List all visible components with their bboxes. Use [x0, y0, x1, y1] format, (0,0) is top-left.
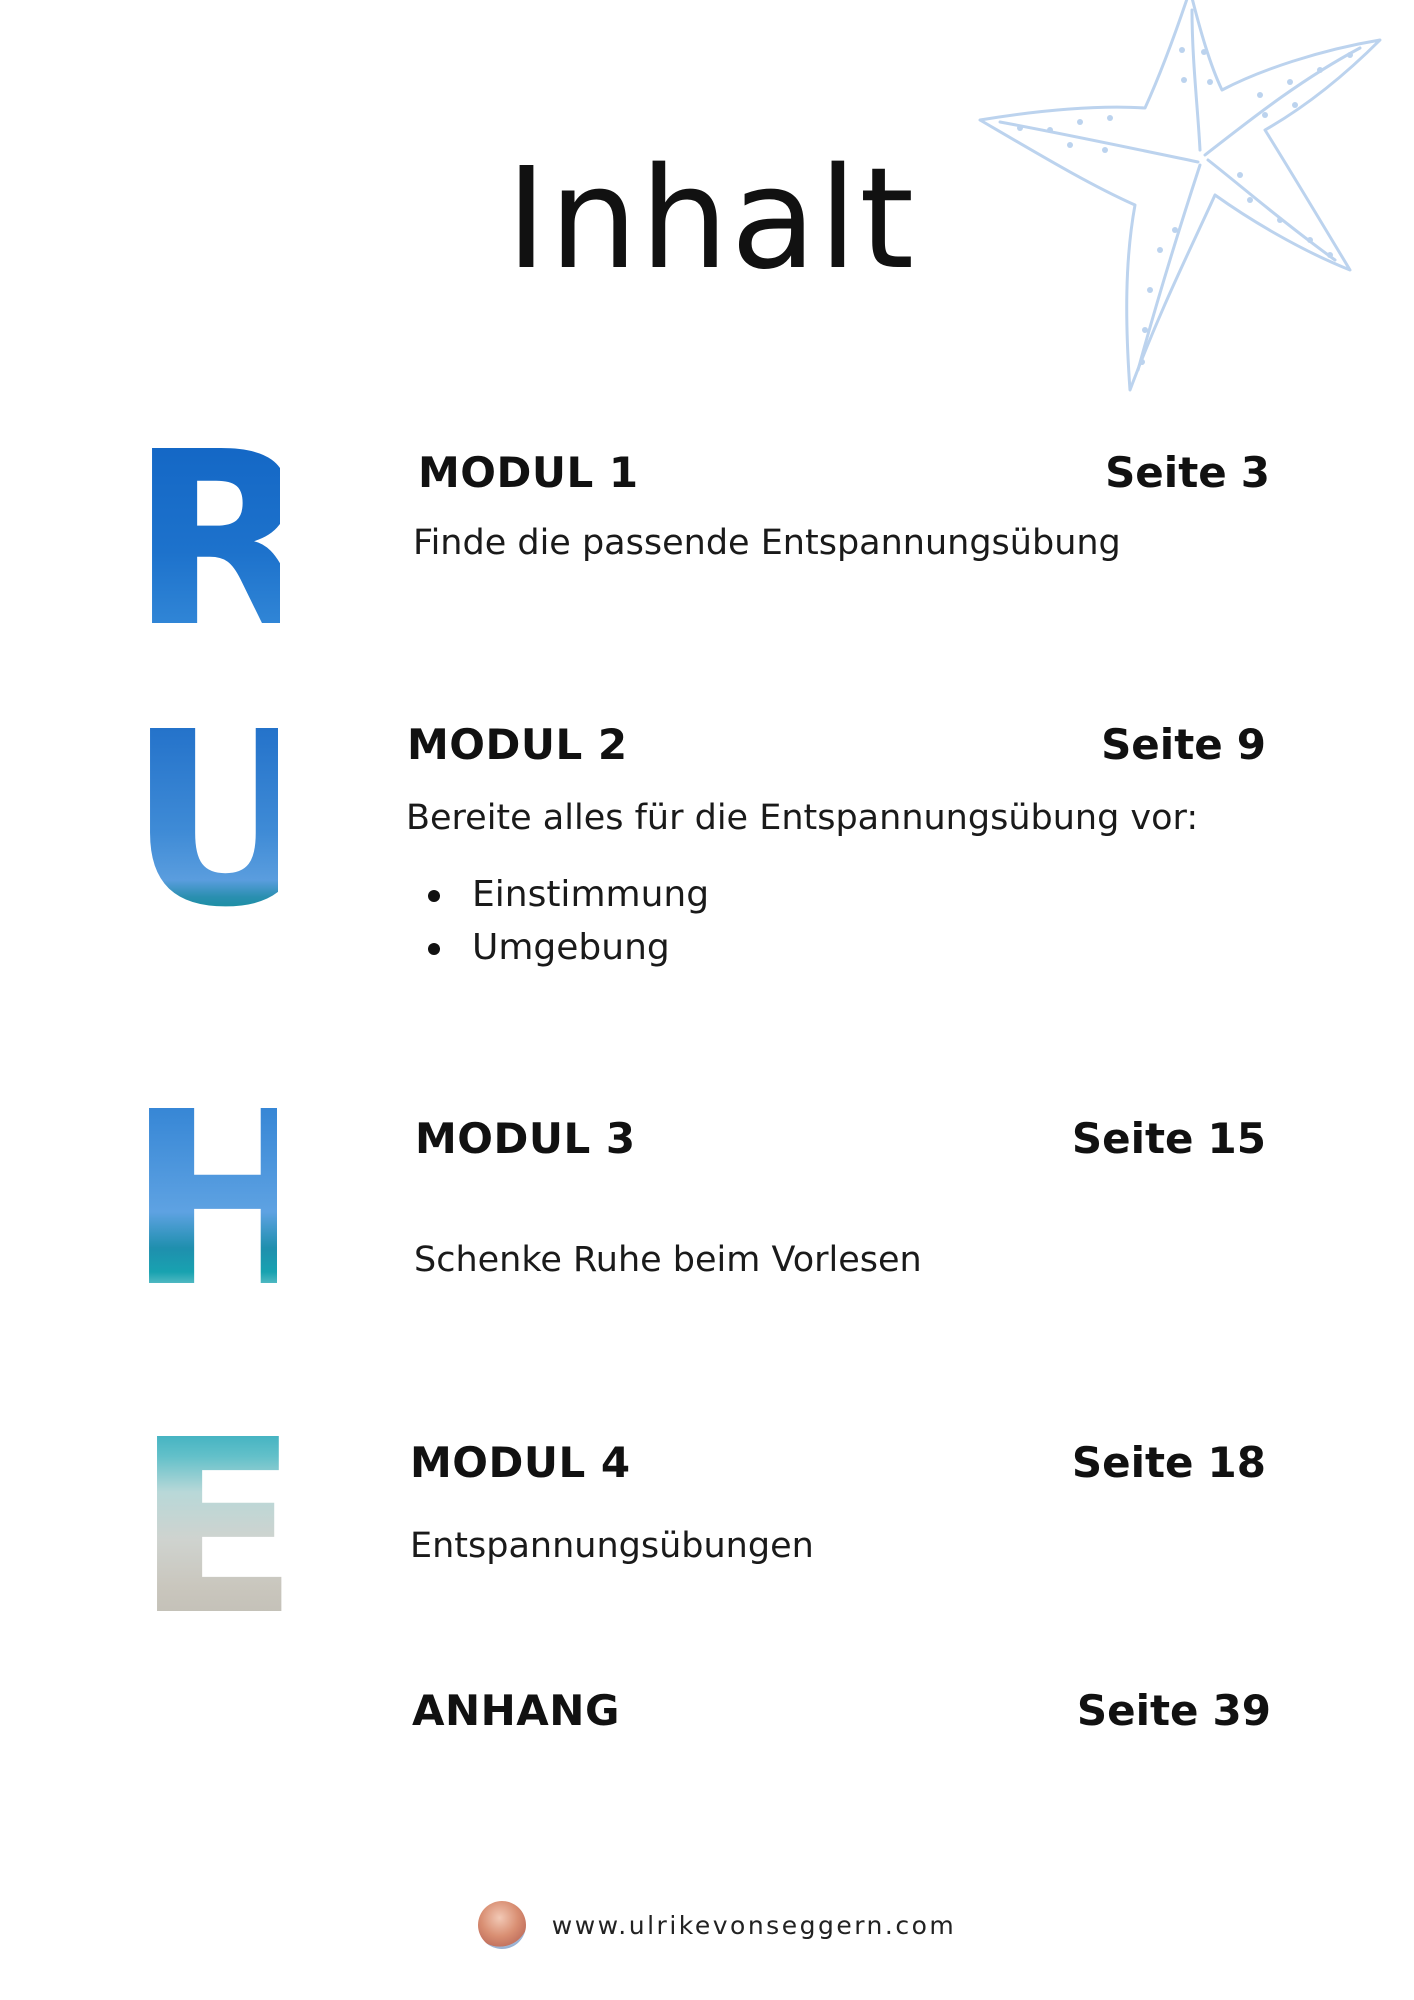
module-2-page-number: 9 [1236, 720, 1266, 769]
module-1-page [1105, 448, 1270, 497]
list-item [420, 868, 709, 921]
bullet-icon [428, 943, 440, 955]
module-2-bullet-list [420, 868, 709, 974]
module-3-page-number: 15 [1207, 1114, 1266, 1163]
module-2-heading: MODUL 2 [407, 720, 628, 769]
module-3-description: Schenke Ruhe beim Vorlesen [414, 1240, 922, 1280]
bullet-icon [428, 890, 440, 902]
module-4-description: Entspannungsübungen [410, 1526, 814, 1566]
beach-logo-icon [478, 1901, 526, 1949]
module-4-page [1071, 1438, 1266, 1487]
side-letter-u: U [128, 680, 323, 960]
module-4-page-number: 18 [1207, 1438, 1266, 1487]
module-3-page-label: Seite [1071, 1114, 1194, 1163]
website-link[interactable]: www.ulrikevonseggern.com [551, 1910, 957, 1940]
module-1-description: Finde die passende Entspannungsübung [413, 523, 1121, 563]
appendix-page [1076, 1686, 1271, 1735]
module-2-page-label: Seite [1101, 720, 1223, 769]
appendix-heading: ANHANG [412, 1686, 620, 1735]
side-letter-h: H [127, 1060, 328, 1340]
appendix-page-label: Seite [1076, 1686, 1199, 1735]
bullet-text: Umgebung [472, 927, 670, 968]
bullet-text: Einstimmung [472, 874, 710, 915]
module-4-heading: MODUL 4 [410, 1438, 631, 1487]
module-3-page [1071, 1114, 1266, 1163]
module-2-description: Bereite alles für die Entspannungsübung vor: [406, 798, 1199, 838]
side-letter-e: E [135, 1388, 299, 1668]
module-2-page [1101, 720, 1266, 769]
list-item [420, 921, 709, 974]
module-1-heading: MODUL 1 [418, 448, 639, 497]
footer [0, 1895, 1414, 1955]
side-letter-r: R [130, 400, 315, 680]
module-1-page-number: 3 [1240, 448, 1270, 497]
module-4-page-label: Seite [1071, 1438, 1194, 1487]
module-3-heading: MODUL 3 [415, 1114, 636, 1163]
page-title: Inhalt [505, 138, 917, 301]
module-1-page-label: Seite [1105, 448, 1227, 497]
appendix-page-number: 39 [1212, 1686, 1271, 1735]
